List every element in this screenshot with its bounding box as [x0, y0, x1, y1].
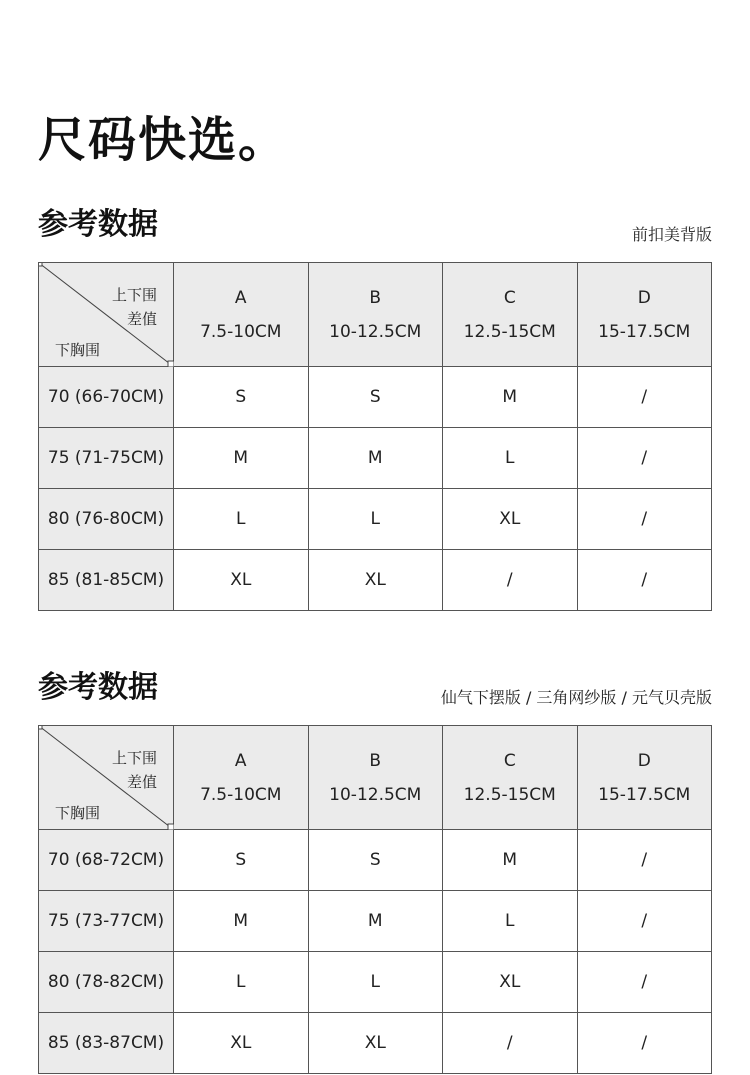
- cup-label: A: [234, 750, 247, 771]
- cup-range: 15-17.5CM: [598, 321, 691, 342]
- size-section-front-clasp: [38, 205, 712, 611]
- size-cell: L: [308, 489, 443, 550]
- size-cell: M: [308, 891, 443, 952]
- table-header-row: [39, 726, 712, 830]
- size-cell: M: [174, 428, 309, 489]
- size-cell: /: [577, 891, 712, 952]
- row-label: 75 (73-77CM): [39, 891, 174, 952]
- size-table: [38, 725, 712, 1074]
- table-header-row: [39, 263, 712, 367]
- page-title: 尺码快选。: [38, 112, 289, 168]
- corner-top-line1: 上下围: [111, 286, 157, 304]
- size-cell: S: [174, 367, 309, 428]
- size-section-other-styles: [38, 668, 712, 1074]
- cup-label: A: [234, 287, 247, 308]
- cup-label: B: [369, 750, 382, 771]
- section-subtitle: 仙气下摆版 / 三角网纱版 / 元气贝壳版: [440, 688, 712, 707]
- size-cell: XL: [174, 550, 309, 611]
- size-cell: /: [577, 952, 712, 1013]
- size-cell: XL: [174, 1013, 309, 1074]
- row-label: 70 (66-70CM): [39, 367, 174, 428]
- cup-label: C: [503, 750, 516, 771]
- size-cell: XL: [308, 550, 443, 611]
- cup-label: D: [637, 750, 651, 771]
- size-cell: /: [577, 1013, 712, 1074]
- section-header: [38, 205, 712, 262]
- row-label: 85 (81-85CM): [39, 550, 174, 611]
- cup-range: 12.5-15CM: [463, 321, 556, 342]
- cup-range: 15-17.5CM: [598, 784, 691, 805]
- section-title: 参考数据: [38, 670, 158, 705]
- corner-cell: [39, 726, 174, 830]
- row-label: 85 (83-87CM): [39, 1013, 174, 1074]
- row-label: 80 (76-80CM): [39, 489, 174, 550]
- row-label: 70 (68-72CM): [39, 830, 174, 891]
- corner-top-line2: 差值: [126, 773, 157, 791]
- size-cell: M: [174, 891, 309, 952]
- row-label: 75 (71-75CM): [39, 428, 174, 489]
- corner-bottom-label: 下胸围: [55, 341, 101, 359]
- table-row: [39, 489, 712, 550]
- size-cell: XL: [443, 952, 578, 1013]
- corner-top-label: [112, 283, 157, 331]
- column-header: [174, 263, 309, 367]
- column-header: [577, 726, 712, 830]
- table-row: [39, 891, 712, 952]
- table-row: [39, 1013, 712, 1074]
- column-header: [443, 726, 578, 830]
- corner-top-label: [112, 746, 157, 794]
- size-cell: XL: [443, 489, 578, 550]
- cup-label: D: [637, 287, 651, 308]
- size-cell: M: [443, 830, 578, 891]
- size-cell: L: [174, 489, 309, 550]
- size-table: [38, 262, 712, 611]
- section-header: [38, 668, 712, 725]
- cup-label: B: [369, 287, 382, 308]
- size-cell: /: [577, 489, 712, 550]
- size-cell: XL: [308, 1013, 443, 1074]
- corner-top-line1: 上下围: [111, 749, 157, 767]
- cup-range: 12.5-15CM: [463, 784, 556, 805]
- row-label: 80 (78-82CM): [39, 952, 174, 1013]
- cup-range: 10-12.5CM: [329, 784, 422, 805]
- column-header: [577, 263, 712, 367]
- size-cell: L: [443, 428, 578, 489]
- size-cell: M: [443, 367, 578, 428]
- corner-cell: [39, 263, 174, 367]
- table-row: [39, 830, 712, 891]
- column-header: [308, 726, 443, 830]
- table-row: [39, 550, 712, 611]
- cup-range: 10-12.5CM: [329, 321, 422, 342]
- corner-top-line2: 差值: [126, 310, 157, 328]
- column-header: [443, 263, 578, 367]
- size-cell: S: [308, 830, 443, 891]
- section-subtitle: 前扣美背版: [631, 225, 712, 244]
- size-cell: S: [308, 367, 443, 428]
- size-cell: L: [443, 891, 578, 952]
- size-cell: /: [443, 550, 578, 611]
- cup-range: 7.5-10CM: [200, 321, 282, 342]
- cup-range: 7.5-10CM: [200, 784, 282, 805]
- size-cell: /: [577, 428, 712, 489]
- table-row: [39, 367, 712, 428]
- size-cell: L: [308, 952, 443, 1013]
- cup-label: C: [503, 287, 516, 308]
- section-title: 参考数据: [38, 207, 158, 242]
- size-cell: L: [174, 952, 309, 1013]
- corner-bottom-label: 下胸围: [55, 804, 101, 822]
- column-header: [174, 726, 309, 830]
- size-cell: /: [577, 367, 712, 428]
- size-cell: /: [577, 830, 712, 891]
- size-cell: M: [308, 428, 443, 489]
- column-header: [308, 263, 443, 367]
- table-row: [39, 428, 712, 489]
- table-row: [39, 952, 712, 1013]
- size-cell: /: [577, 550, 712, 611]
- size-cell: /: [443, 1013, 578, 1074]
- size-cell: S: [174, 830, 309, 891]
